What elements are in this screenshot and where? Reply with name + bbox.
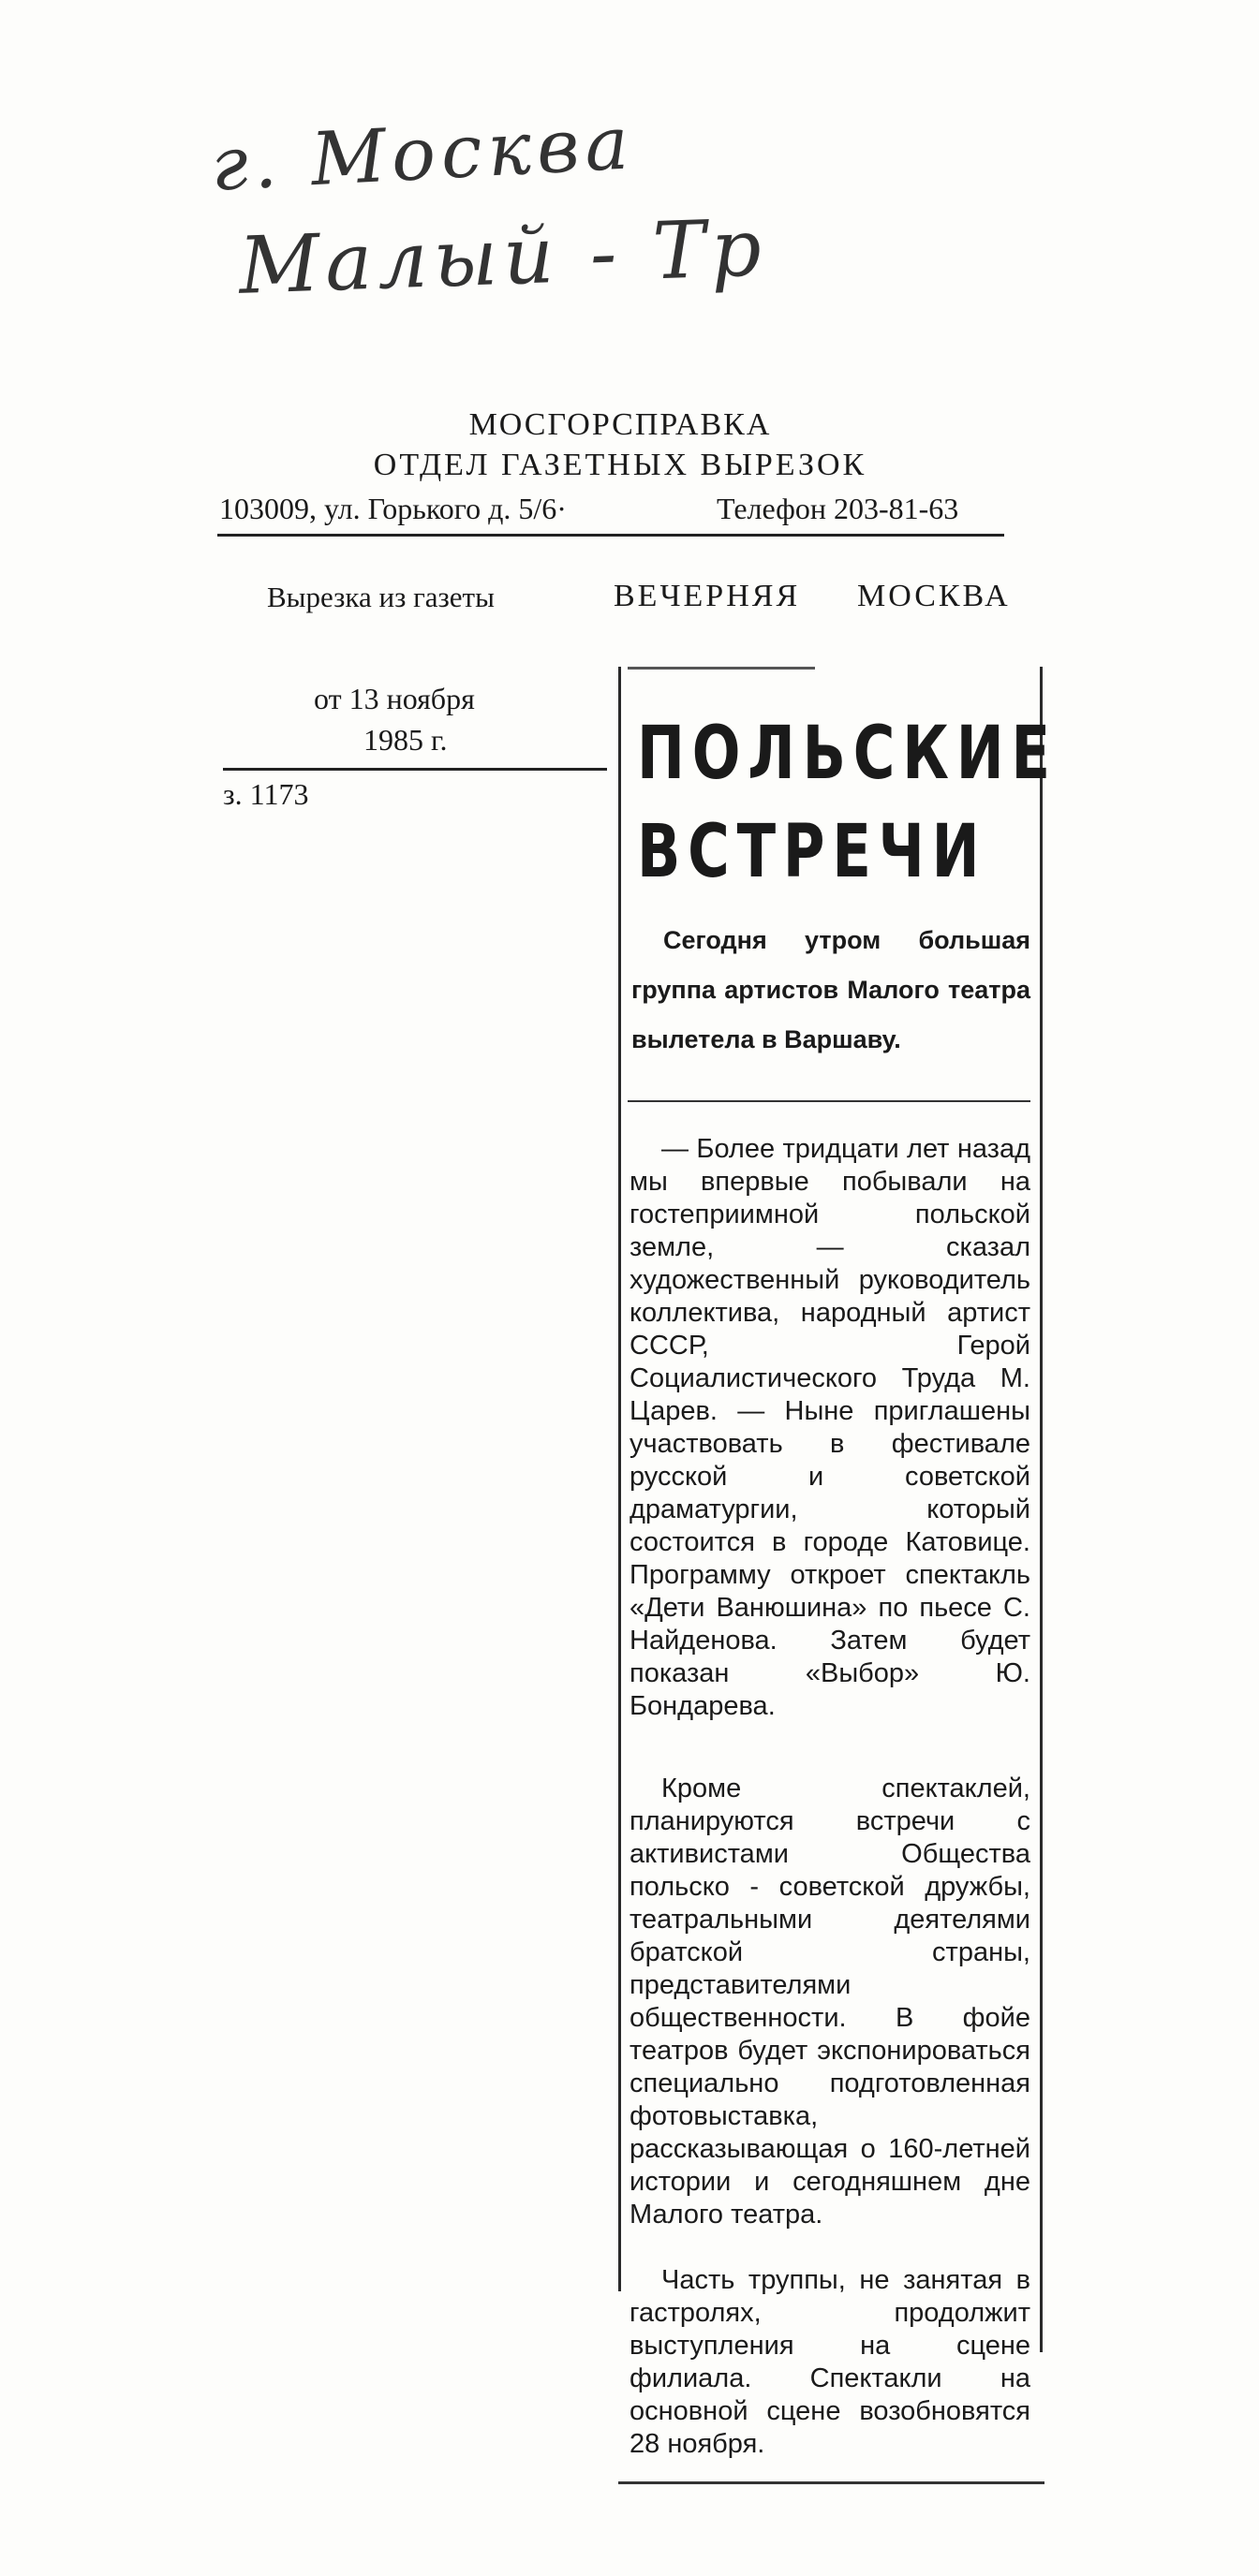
agency-department: ОТДЕЛ ГАЗЕТНЫХ ВЫРЕЗОК [373,448,867,482]
article-headline-line1: ПОЛЬСКИЕ [637,712,1058,796]
lead-rule [628,1100,1030,1102]
article-lead [631,916,1030,1065]
clipping-number: з. 1173 [223,777,309,811]
handwritten-theatre-note: Малый - Тр [237,201,769,312]
header-rule [217,534,1004,537]
date-rule [223,768,607,771]
column-top-rule [628,667,815,670]
column-left-border [618,667,621,2291]
source-label: Вырезка из газеты [267,581,495,613]
article-paragraph-1-text: — Более тридцати лет назад мы впервые побывали на гостеприимной польской земле, — сказал художественный руководитель коллектива, народный артист СССР, Герой Социалистического Труда М. Царев. — Ныне приглашены участвовать в фестивале русской и советской драматургии, который состоится в городе Катовице. Программу откроет спектакль «Дети Ванюшина» по пьесе С. Найденова. Затем будет показан «Выбор» Ю. Бондарева. [630,1134,1030,1721]
agency-address: 103009, ул. Горького д. 5/6· [219,492,567,525]
article-paragraph-3 [630,2264,1030,2461]
clipping-date: от 13 ноября [314,682,475,715]
article-headline-line2: ВСТРЕЧИ [637,810,987,894]
agency-name: МОСГОРСПРАВКА [468,407,772,442]
agency-phone: Телефон 203-81-63 [717,492,959,525]
article-paragraph-2 [630,1773,1030,2231]
newspaper-name-part2: МОСКВА [857,579,1011,613]
article-lead-text: Сегодня утром большая группа артистов Малого театра вылетела в Варшаву. [631,926,1030,1053]
handwritten-city-note: г. Москва [208,101,637,208]
article-paragraph-2-text: Кроме спектаклей, планируются встречи с активистами Общества польско - советской дружбы, театральными деятелями братской страны, представителями общественности. В фойе театров будет экспонироваться специально подготовленная фотовыставка, рассказывающая о 160-летней истории и сегодняшнем дне Малого театра. [630,1774,1030,2230]
article-paragraph-3-text: Часть труппы, не занятая в гастролях, продолжит выступления на сцене филиала. Спектакли на основной сцене возобновятся 28 ноября. [630,2265,1030,2459]
article-paragraph-1 [630,1133,1030,1723]
newspaper-name-part1: ВЕЧЕРНЯЯ [614,579,801,613]
column-bottom-rule [618,2481,1044,2484]
column-right-border [1040,667,1043,2352]
clipping-year: 1985 г. [363,723,448,757]
